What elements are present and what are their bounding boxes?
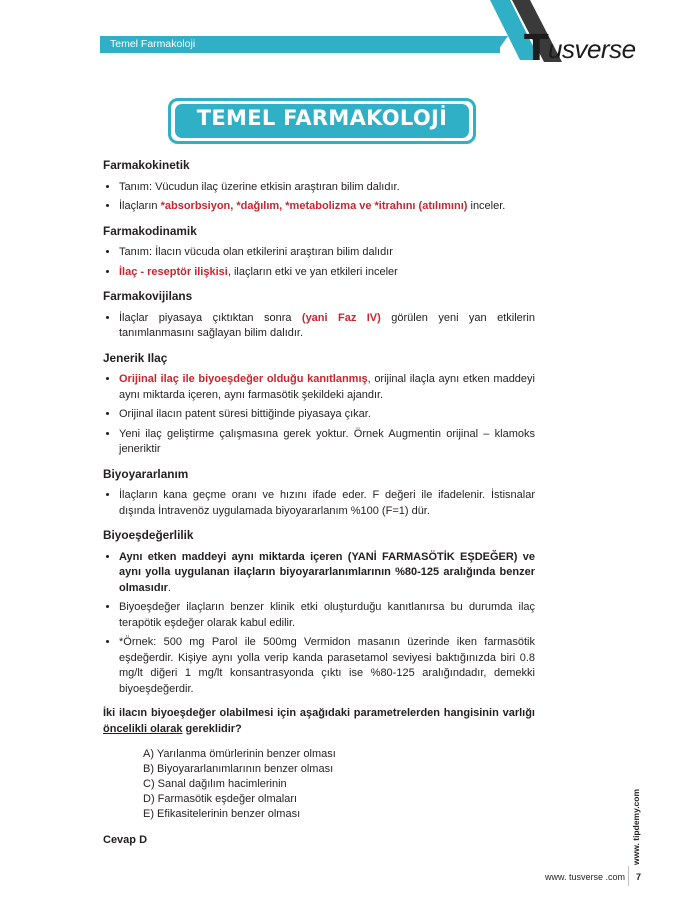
- heading-biyoyararlanim: Biyoyararlanım: [103, 466, 189, 481]
- item-bold: Aynı etken maddeyi aynı miktarda içeren (YANİ FARMASÖTİK EŞDEĞER) ve aynı yolla uygulanan ilaçların biyoyararlanımlarının %80-125 aralığında benzer olmasıdır: [119, 550, 535, 594]
- heading-farmakokinetik: Farmakokinetik: [103, 158, 190, 172]
- option-d: D) Farmasötik eşdeğer olmaları: [143, 793, 298, 805]
- item-text: İlaçların kana geçme oranı ve hızını ifade eder. F değeri ile ifadelenir. İstisnalar dışında İntravenöz uygulamada biyoyararlanım %100 (F=1) dür.: [119, 489, 535, 517]
- list-farmakovijilans: [103, 311, 535, 342]
- logo-text: usverse: [548, 34, 636, 64]
- page-title-box: [168, 98, 476, 144]
- item-text: , orijinal ilaçla aynı etken maddeyi aynı miktarda içeren, aynı farmasötik şekildeki ajandır.: [119, 373, 535, 401]
- question-stem: [103, 706, 535, 737]
- item-highlight: (yani Faz IV): [301, 311, 381, 324]
- list-item: [119, 407, 535, 423]
- option-e: E) Efikasitelerinin benzer olması: [143, 808, 301, 820]
- question-underlined: öncelikli olarak: [103, 722, 183, 735]
- item-text: inceler.: [467, 200, 506, 212]
- list-item: [119, 635, 535, 697]
- list-item: [119, 245, 535, 261]
- list-farmakokinetik: [103, 180, 535, 215]
- heading-biyoesdegerlilik: Biyoeşdeğerlilik: [103, 528, 194, 542]
- list-item: [119, 180, 535, 196]
- heading-farmakovijilans: Farmakovijilans: [103, 289, 193, 303]
- list-biyoyararlanim: [103, 488, 535, 519]
- answer: Cevap D: [103, 834, 148, 846]
- list-item: [119, 372, 535, 403]
- item-text: İlaçlar piyasaya çıktıktan sonra: [119, 311, 302, 324]
- item-text: Yeni ilaç geliştirme çalışmasına gerek yoktur. Örnek Augmentin orijinal – klamoks jeneriktir: [119, 427, 535, 455]
- page-number: 7: [636, 872, 642, 882]
- list-item: [119, 550, 535, 597]
- item-text: Tanım: İlacın vücuda olan etkilerini araştıran bilim dalıdır: [119, 246, 393, 258]
- answer-options: [143, 747, 535, 822]
- item-text: Biyoeşdeğer ilaçların benzer klinik etki oluşturduğu kanıtlanırsa bu durumda ilaç terapötik eşdeğer olarak kabul edilir.: [119, 601, 535, 629]
- option-b: B) Biyoyararlanımlarının benzer olması: [143, 763, 334, 775]
- item-highlight: Orijinal ilaç ile biyoeşdeğer olduğu kanıtlanmış: [119, 373, 368, 385]
- question-text: gereklidir?: [182, 722, 242, 735]
- section-header-bar: [100, 36, 500, 53]
- item-highlight: İlaç - reseptör ilişkisi: [119, 265, 228, 278]
- main-content: [103, 158, 535, 849]
- option-c: C) Sanal dağılım hacimlerinin: [143, 778, 287, 790]
- item-text: görülen yeni yan etkilerin tanımlanmasını sağlayan bilim dalıdır.: [119, 311, 535, 339]
- side-url: www. tipdemy.com: [631, 788, 641, 865]
- list-item: [119, 199, 535, 215]
- list-farmakodinamik: [103, 245, 535, 280]
- list-item: [119, 488, 535, 519]
- list-biyoesdegerlilik: [103, 550, 535, 698]
- section-header-label: Temel Farmakoloji: [110, 38, 196, 50]
- item-text: Tanım: Vücudun ilaç üzerine etkisin araştıran bilim dalıdır.: [119, 180, 400, 193]
- list-item: [119, 427, 535, 458]
- footer-url: www. tusverse .com: [545, 872, 626, 882]
- item-highlight: *absorbsiyon, *dağılım, *metabolizma ve *itrahını (atılımını): [160, 200, 468, 212]
- logo-letter-t: T: [524, 28, 549, 69]
- option-a: A) Yarılanma ömürlerinin benzer olması: [143, 748, 336, 760]
- item-text: , ilaçların etki ve yan etkileri inceler: [227, 265, 398, 278]
- list-jenerik: [103, 372, 535, 458]
- item-text: İlaçların: [119, 200, 161, 212]
- item-text: Orijinal ilacın patent süresi bittiğinde piyasaya çıkar.: [119, 408, 371, 420]
- question-text: İki ilacın biyoeşdeğer olabilmesi için aşağıdaki parametrelerden hangisinin varlığı: [103, 707, 535, 719]
- item-text: *Örnek: 500 mg Parol ile 500mg Vermidon masanın üzerinde iken farmasötik eşdeğerdir. Kişiye aynı yolla verip kanda parasetamol seviyesi baktığınızda biri 0.8 mg/lt diğeri 1 mg/lt konsantrasyonda çıktı ise %80-125 aralığındadır, demekki biyoeşdeğerdir.: [119, 636, 535, 695]
- heading-farmakodinamik: Farmakodinamik: [103, 223, 197, 238]
- item-text: .: [167, 581, 171, 594]
- page-title: TEMEL FARMAKOLOJİ: [196, 106, 448, 130]
- heading-jenerik: Jenerik Ilaç: [103, 350, 168, 365]
- list-item: [119, 265, 535, 281]
- footer-divider: [628, 866, 629, 886]
- list-item: [119, 311, 535, 342]
- list-item: [119, 600, 535, 631]
